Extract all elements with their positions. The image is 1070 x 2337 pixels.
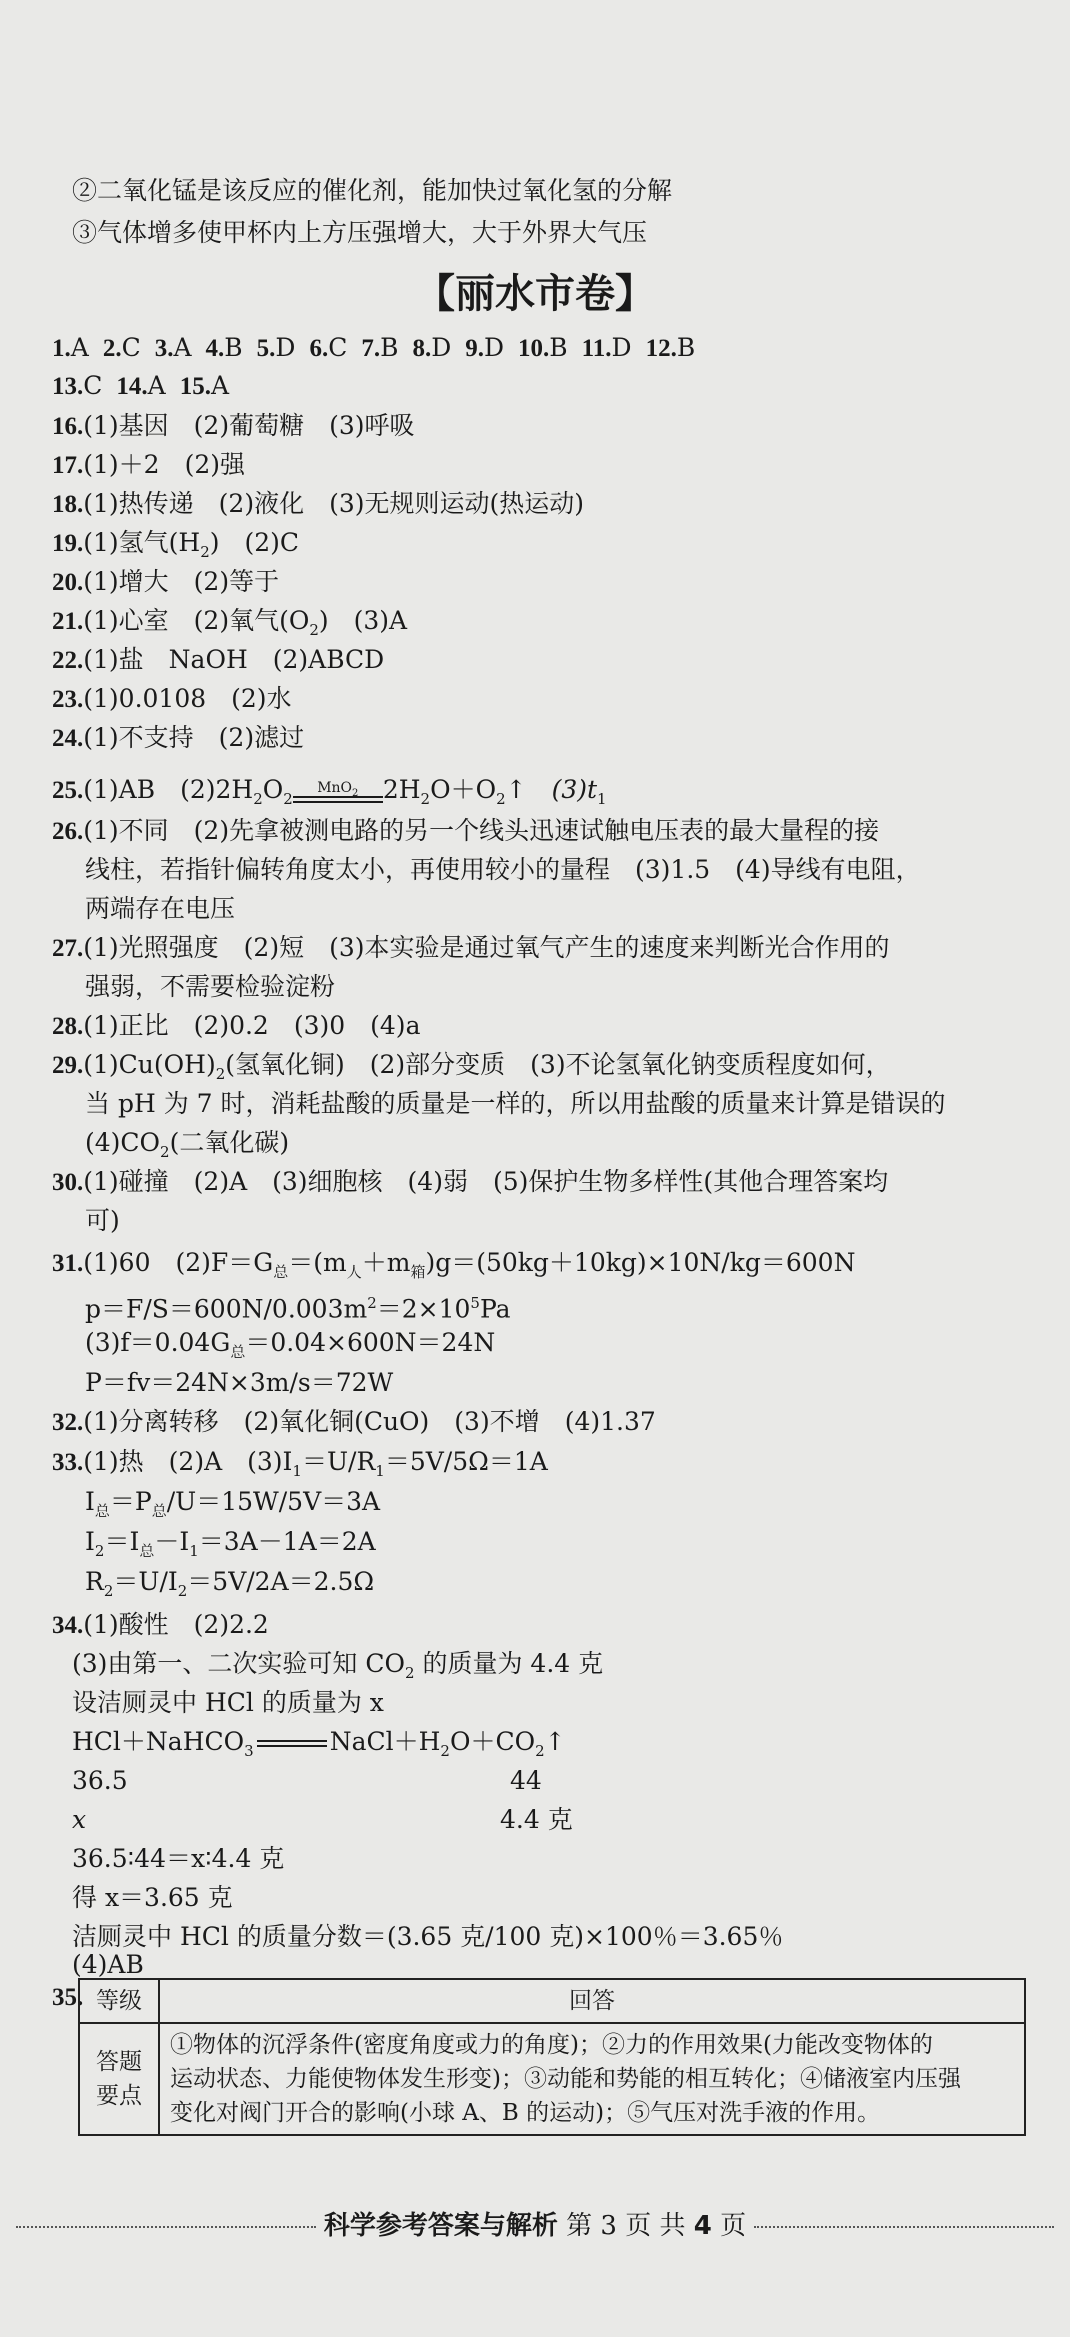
answer-text: ＝5V/5Ω＝1A	[384, 1447, 548, 1476]
question-26	[52, 816, 879, 847]
answer-text: (1)碰撞 (2)A (3)细胞核 (4)弱 (5)保护生物多样性(其他合理答案均	[83, 1167, 889, 1196]
answer-text: Pa	[479, 1294, 511, 1324]
subscript: 箱	[410, 1263, 426, 1281]
answer-line-3: 变化对阀门开合的影响(小球 A、B 的运动)；⑤气压对洗手液的作用。	[170, 2100, 881, 2126]
question-27	[52, 933, 890, 964]
question-number: 5.	[256, 335, 276, 362]
question-34-line-4	[72, 1727, 566, 1766]
answer-text: (1)基因 (2)葡萄糖 (3)呼吸	[83, 411, 415, 440]
answer-choice: D	[484, 333, 505, 362]
question-31-line-2	[85, 1288, 511, 1324]
footer-page: 第 3 页	[566, 2211, 652, 2241]
answer-text: (1)氢气(H	[83, 528, 201, 557]
section-title: 【丽水市卷】	[415, 271, 655, 317]
answer-text: ↑	[544, 1727, 566, 1756]
question-34-line-6a: x	[72, 1805, 87, 1834]
question-34-line-5a: 36.5	[72, 1766, 128, 1795]
answer-text: (1)0.0108 (2)水	[83, 684, 292, 713]
table-row	[79, 2023, 1025, 2135]
question-number: 16.	[52, 413, 84, 440]
question-33-line-2	[85, 1487, 380, 1526]
answer-text: (1)增大 (2)等于	[83, 567, 280, 596]
question-30	[52, 1167, 888, 1198]
question-29-line-2: 当 pH 为 7 时，消耗盐酸的质量是一样的，所以用盐酸的质量来计算是错误的	[85, 1089, 946, 1118]
question-number: 24.	[52, 725, 84, 752]
subscript: 2	[309, 621, 319, 639]
answer-text: (1)AB (2)2H	[83, 775, 254, 804]
subscript: 2	[404, 1664, 415, 1682]
question-number: 2.	[102, 335, 122, 362]
subscript: 2	[215, 1065, 226, 1083]
question-number: 30.	[52, 1169, 84, 1196]
question-number: 11.	[581, 335, 612, 362]
answer-choice: C	[121, 333, 141, 362]
header-level: 等级	[79, 1979, 159, 2023]
question-31-line-3	[85, 1328, 495, 1367]
question-26-line-3: 两端存在电压	[85, 894, 236, 923]
question-34-line-10: (4)AB	[72, 1950, 144, 1979]
intro-line-1: ②二氧化锰是该反应的催化剂，能加快过氧化氢的分解	[72, 176, 673, 205]
answer-text: －I	[154, 1527, 190, 1556]
question-32	[52, 1407, 656, 1438]
question-number: 28.	[52, 1013, 84, 1040]
mc-row-2	[52, 371, 243, 402]
subscript: 人	[346, 1263, 362, 1281]
subscript: 1	[189, 1542, 199, 1560]
question-number: 14.	[116, 373, 148, 400]
question-34-line-8: 得 x＝3.65 克	[72, 1883, 233, 1912]
subscript: 1	[292, 1462, 302, 1480]
answer-text: I	[85, 1487, 95, 1516]
question-number: 20.	[52, 569, 84, 596]
answer-text: R	[85, 1567, 104, 1596]
answer-choice: D	[275, 333, 296, 362]
table-header-row	[79, 1979, 1025, 2023]
answer-text: O＋O	[430, 775, 497, 804]
catalyst-text: MnO	[317, 780, 353, 796]
question-34-line-5b: 44	[510, 1766, 542, 1795]
subscript: 2	[94, 1542, 105, 1560]
question-34	[52, 1610, 269, 1641]
question-number: 25.	[52, 777, 84, 804]
question-number: 7.	[361, 335, 381, 362]
answer-choice: A	[173, 333, 192, 362]
row-answer	[159, 2023, 1025, 2135]
answer-text: ↑ (3)t	[505, 775, 598, 804]
footer-title: 科学参考答案与解析	[323, 2211, 558, 2241]
question-number: 13.	[52, 373, 84, 400]
answer-choice: A	[70, 333, 89, 362]
answer-text: (1)不同 (2)先拿被测电路的另一个线头迅速试触电压表的最大量程的接	[83, 816, 880, 845]
answer-text: (1)＋2 (2)强	[83, 450, 245, 479]
question-17	[52, 450, 245, 481]
subscript: 2	[420, 790, 431, 808]
answer-text: (氢氧化铜) (2)部分变质 (3)不论氢氧化钠变质程度如何，	[225, 1050, 891, 1079]
question-28	[52, 1011, 420, 1042]
question-number: 10.	[518, 335, 550, 362]
catalyst-label	[293, 780, 383, 802]
question-30-line-2: 可)	[85, 1206, 120, 1235]
answer-text: NaCl＋H	[329, 1727, 441, 1756]
subscript: 2	[283, 790, 293, 808]
answer-text: I	[85, 1527, 95, 1556]
question-number: 32.	[52, 1409, 84, 1436]
question-33-line-3	[85, 1527, 376, 1566]
answer-text: ＝3A－1A＝2A	[198, 1527, 376, 1556]
answer-text: (二氧化碳)	[169, 1128, 290, 1157]
question-22	[52, 645, 384, 676]
answer-line-1: ①物体的沉浮条件(密度角度或力的角度)；②力的作用效果(力能改变物体的	[170, 2032, 933, 2058]
subscript: 2	[177, 1582, 188, 1600]
question-16	[52, 411, 415, 442]
answer-text: ＋m	[361, 1248, 411, 1277]
intro-line-2: ③气体增多使甲杯内上方压强增大，大于外界大气压	[72, 218, 648, 247]
answer-text: ＝U/R	[301, 1447, 376, 1476]
question-18	[52, 489, 584, 520]
answer-text: (1)正比 (2)0.2 (3)0 (4)a	[83, 1011, 421, 1040]
answer-text: (3)f＝0.04G	[85, 1328, 231, 1357]
subscript: 2	[253, 790, 263, 808]
answer-choice: D	[431, 333, 452, 362]
answer-text: )g＝(50kg＋10kg)×10N/kg＝600N	[425, 1248, 856, 1277]
question-number: 19.	[52, 530, 84, 557]
question-33	[52, 1447, 548, 1486]
superscript: 2	[367, 1294, 377, 1312]
question-number: 22.	[52, 647, 84, 674]
footer-total-num: 4	[693, 2211, 712, 2241]
answer-text: ＝(m	[288, 1248, 347, 1277]
answer-text: ＝P	[109, 1487, 152, 1516]
question-number: 12.	[645, 335, 677, 362]
question-33-line-4	[85, 1567, 374, 1606]
answer-text: (1)60 (2)F＝G	[83, 1248, 274, 1277]
subscript: 总	[230, 1343, 246, 1361]
answer-text: (1)热传递 (2)液化 (3)无规则运动(热运动)	[83, 489, 584, 518]
answer-text: (3)由第一、二次实验可知 CO	[72, 1649, 405, 1678]
question-number: 17.	[52, 452, 84, 479]
question-34-line-3: 设洁厕灵中 HCl 的质量为 x	[72, 1688, 384, 1717]
footer-total-post: 页	[711, 2211, 747, 2241]
question-34-line-6b: 4.4 克	[500, 1805, 573, 1834]
question-number: 21.	[52, 608, 84, 635]
row-label: 答题要点	[79, 2023, 159, 2135]
answer-line-2: 运动状态、力能使物体发生形变)；③动能和势能的相互转化；④储液室内压强	[170, 2066, 961, 2092]
answer-text: (4)CO	[85, 1128, 161, 1157]
question-23	[52, 684, 292, 715]
answer-text: (1)热 (2)A (3)I	[83, 1447, 293, 1476]
question-20	[52, 567, 279, 598]
answer-text: (1)分离转移 (2)氧化铜(CuO) (3)不增 (4)1.37	[83, 1407, 656, 1436]
answer-choice: B	[676, 333, 696, 362]
subscript: 1	[375, 1462, 385, 1480]
question-25	[52, 775, 607, 814]
question-number: 6.	[309, 335, 329, 362]
subscript: 2	[160, 1143, 170, 1161]
answer-text: (1)酸性 (2)2.2	[83, 1610, 269, 1639]
question-number: 34.	[52, 1612, 84, 1639]
question-number: 8.	[412, 335, 432, 362]
question-34-line-7: 36.5∶44＝x∶4.4 克	[72, 1844, 285, 1873]
answer-choice: C	[83, 371, 103, 400]
question-number: 9.	[465, 335, 484, 362]
answer-text: ) (3)A	[318, 606, 408, 635]
question-number: 29.	[52, 1052, 84, 1079]
question-number: 15.	[179, 373, 211, 400]
answer-choice: D	[611, 333, 632, 362]
question-number: 35.	[52, 1984, 84, 2011]
answer-text: ＝5V/2A＝2.5Ω	[187, 1567, 375, 1596]
subscript: 总	[151, 1502, 167, 1520]
answer-choice: B	[380, 333, 399, 362]
question-21	[52, 606, 407, 645]
subscript: 1	[597, 790, 607, 808]
subscript: 2	[103, 1582, 114, 1600]
question-31-line-4: P＝fv＝24N×3m/s＝72W	[85, 1368, 394, 1397]
subscript: 总	[273, 1263, 289, 1281]
subscript: 总	[94, 1502, 110, 1520]
footer-total-pre: 共	[659, 2211, 694, 2241]
answer-text: (1)Cu(OH)	[83, 1050, 216, 1079]
question-number: 33.	[52, 1449, 84, 1476]
answer-text: 的质量为 4.4 克	[414, 1649, 604, 1678]
answer-choice: A	[210, 371, 230, 400]
subscript: 2	[352, 787, 359, 799]
subscript: 2	[496, 790, 506, 808]
answer-text: (1)光照强度 (2)短 (3)本实验是通过氧气产生的速度来判断光合作用的	[83, 933, 890, 962]
question-24	[52, 723, 304, 754]
answer-text: ＝2×10	[376, 1294, 471, 1324]
footer-divider	[16, 2226, 316, 2228]
catalyst-arrow	[293, 780, 383, 814]
answer-text: HCl＋NaHCO	[72, 1727, 245, 1756]
answer-text: 2H	[382, 775, 421, 804]
question-19	[52, 528, 299, 567]
answer-text: (1)心室 (2)氧气(O	[83, 606, 310, 635]
answer-text: (1)不支持 (2)滤过	[83, 723, 305, 752]
question-27-line-2: 强弱，不需要检验淀粉	[85, 972, 336, 1001]
answer-choice: C	[328, 333, 348, 362]
subscript: 总	[139, 1542, 155, 1560]
question-34-line-2	[72, 1649, 603, 1688]
question-number: 27.	[52, 935, 84, 962]
question-number: 18.	[52, 491, 84, 518]
page-footer	[0, 2205, 1070, 2242]
answer-choice: A	[147, 371, 166, 400]
question-number: 23.	[52, 686, 84, 713]
question-29	[52, 1050, 891, 1089]
superscript: 5	[470, 1294, 480, 1312]
answer-text: O	[262, 775, 284, 804]
reaction-bar	[257, 1740, 327, 1747]
question-number: 26.	[52, 818, 84, 845]
answer-choice: B	[549, 333, 568, 362]
question-34-line-9: 洁厕灵中 HCl 的质量分数＝(3.65 克/100 克)×100％＝3.65％	[72, 1922, 784, 1951]
subscript: 3	[244, 1742, 254, 1760]
question-number: 3.	[154, 335, 174, 362]
answer-choice: B	[224, 333, 243, 362]
question-number: 1.	[52, 335, 71, 362]
mc-row-1	[52, 333, 709, 364]
subscript: 2	[535, 1742, 545, 1760]
question-number: 4.	[205, 335, 225, 362]
answer-text: ＝U/I	[113, 1567, 178, 1596]
question-29-line-3	[85, 1128, 289, 1167]
footer-divider	[754, 2226, 1054, 2228]
answer-text: O＋CO	[449, 1727, 536, 1756]
question-31	[52, 1248, 855, 1287]
answer-text: p＝F/S＝600N/0.003m	[85, 1294, 368, 1324]
answer-text: /U＝15W/5V＝3A	[166, 1487, 381, 1516]
answer-text: ＝0.04×600N＝24N	[245, 1328, 496, 1357]
question-number: 31.	[52, 1250, 84, 1277]
answer-text: ) (2)C	[209, 528, 300, 557]
answer-text: (1)盐 NaOH (2)ABCD	[83, 645, 385, 674]
grading-table	[78, 1978, 1026, 2136]
answer-text: ＝I	[104, 1527, 140, 1556]
subscript: 2	[200, 543, 210, 561]
header-answer: 回答	[159, 1979, 1025, 2023]
subscript: 2	[440, 1742, 450, 1760]
question-26-line-2: 线柱，若指针偏转角度太小，再使用较小的量程 (3)1.5 (4)导线有电阻，	[85, 855, 921, 884]
